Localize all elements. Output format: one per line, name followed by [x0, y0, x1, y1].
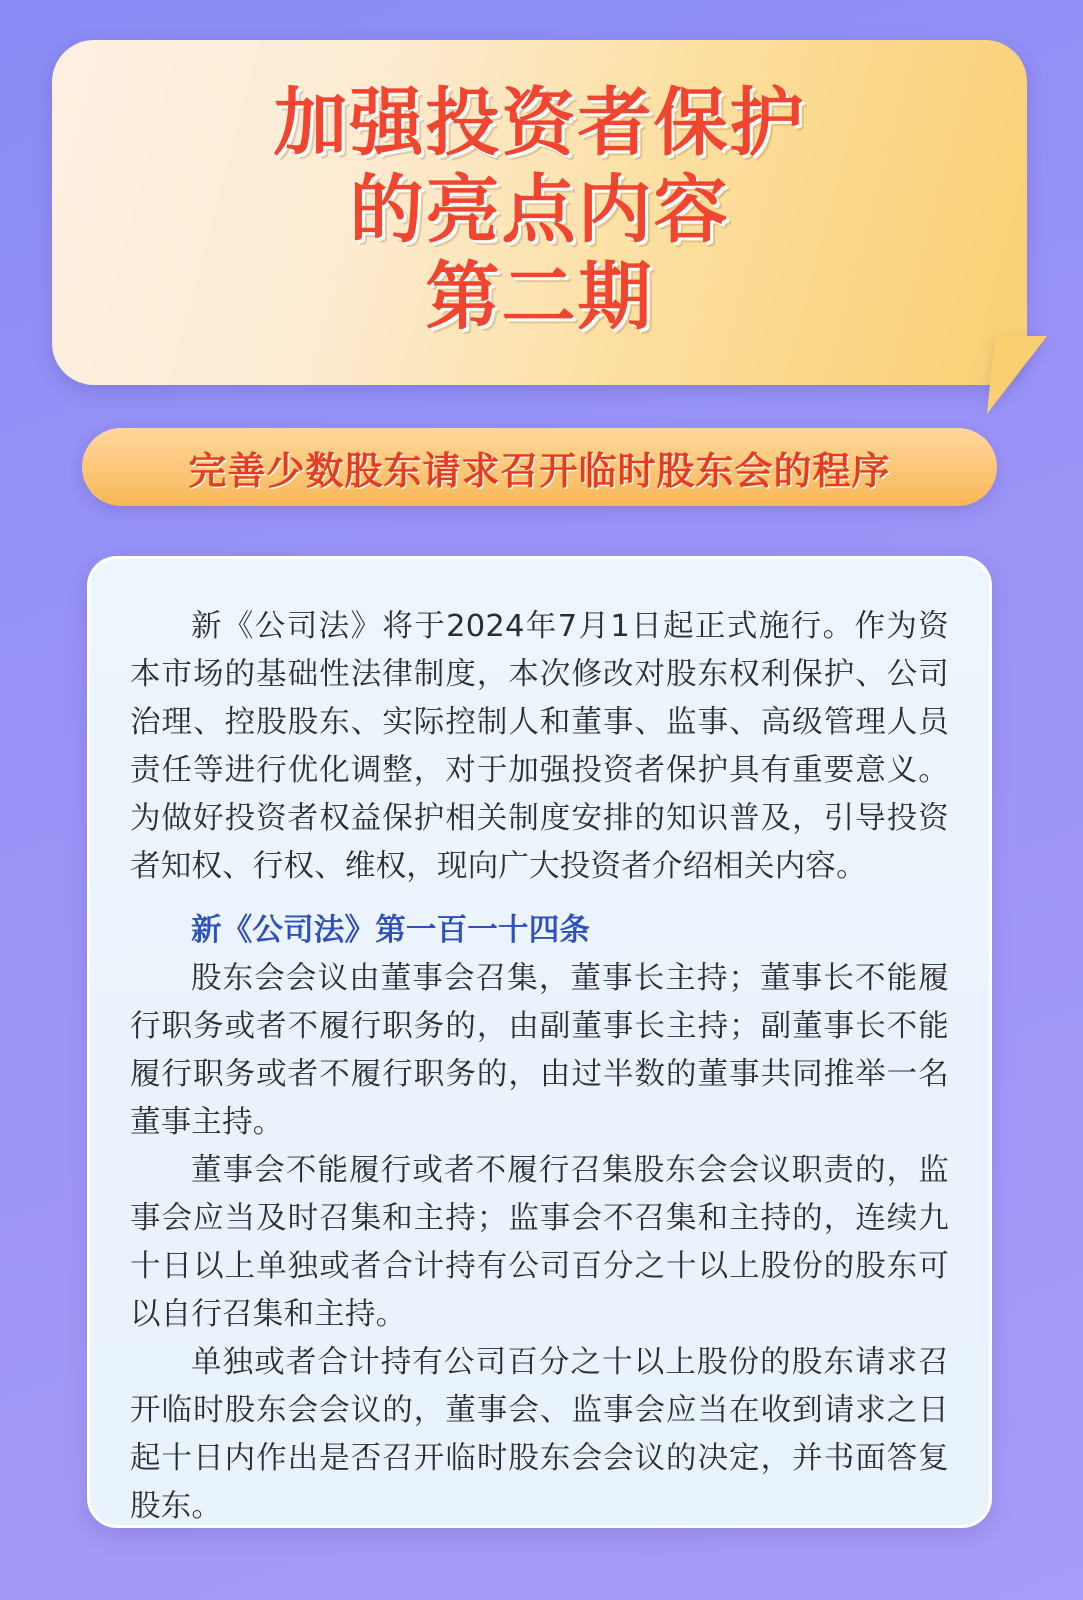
law-paragraph-2: 董事会不能履行或者不履行召集股东会会议职责的，监事会应当及时召集和主持；监事会不召集和主持的，连续九十日以上单独或者合计持有公司百分之十以上股份的股东可以自行召集和主持。 — [130, 1153, 949, 1332]
law-article-heading: 新《公司法》第一百一十四条 — [191, 913, 591, 948]
poster-root — [22, 18, 1061, 1582]
title-line-2: 的亮点内容 — [349, 166, 730, 253]
speech-bubble-tail-icon — [987, 336, 1047, 414]
subtitle-banner — [82, 428, 997, 506]
subtitle-banner-text: 完善少数股东请求召开临时股东会的程序 — [188, 448, 891, 493]
content-card — [87, 556, 992, 1528]
poster-title — [52, 82, 1027, 339]
title-line-1: 加强投资者保护 — [273, 80, 806, 166]
law-paragraph-1: 股东会会议由董事会召集，董事长主持；董事长不能履行职务或者不履行职务的，由副董事长主持；副董事长不能履行职务或者不履行职务的，由过半数的董事共同推举一名董事主持。 — [130, 961, 949, 1140]
intro-paragraph: 新《公司法》将于2024年7月1日起正式施行。作为资本市场的基础性法律制度，本次修改对股东权利保护、公司治理、控股股东、实际控制人和董事、监事、高级管理人员责任等进行优化调整，对于加强投资者保护具有重要意义。为做好投资者权益保护相关制度安排的知识普及，引导投资者知权、行权、维权，现向广大投资者介绍相关内容。 — [130, 609, 949, 884]
title-bubble — [52, 40, 1027, 385]
title-line-3: 第二期 — [425, 253, 654, 340]
law-paragraph-3: 单独或者合计持有公司百分之十以上股份的股东请求召开临时股东会会议的，董事会、监事会应当在收到请求之日起十日内作出是否召开临时股东会会议的决定，并书面答复股东。 — [130, 1345, 949, 1524]
